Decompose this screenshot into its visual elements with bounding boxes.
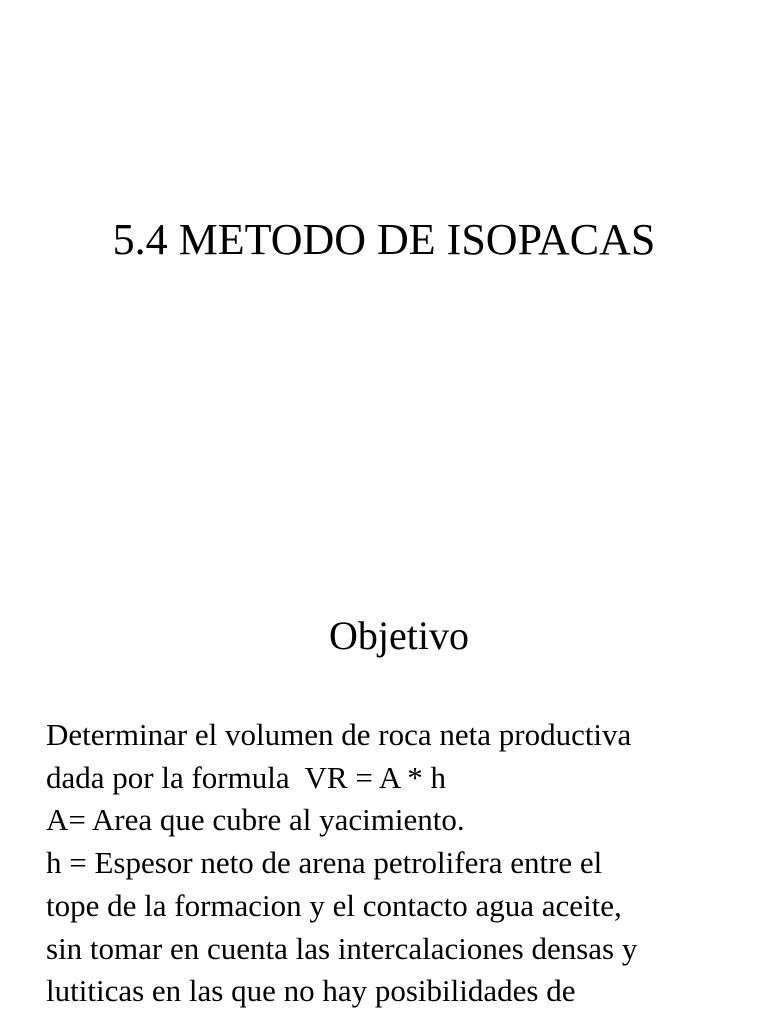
section-heading: Objetivo xyxy=(329,613,469,658)
body-line: dada por la formula VR = A * h xyxy=(46,759,447,795)
body-line: sin tomar en cuenta las intercalaciones densas y xyxy=(46,930,638,966)
body-line: h = Espesor neto de arena petrolifera entre el xyxy=(46,845,603,881)
body-line: tope de la formacion y el contacto agua aceite, xyxy=(46,887,622,923)
body-text xyxy=(46,714,768,1013)
slide-title: 5.4 METODO DE ISOPACAS xyxy=(112,215,656,264)
body-line: lutiticas en las que no hay posibilidades de xyxy=(46,973,576,1009)
body-line: A= Area que cubre al yacimiento. xyxy=(46,802,465,838)
body-line: Determinar el volumen de roca neta productiva xyxy=(46,717,632,752)
